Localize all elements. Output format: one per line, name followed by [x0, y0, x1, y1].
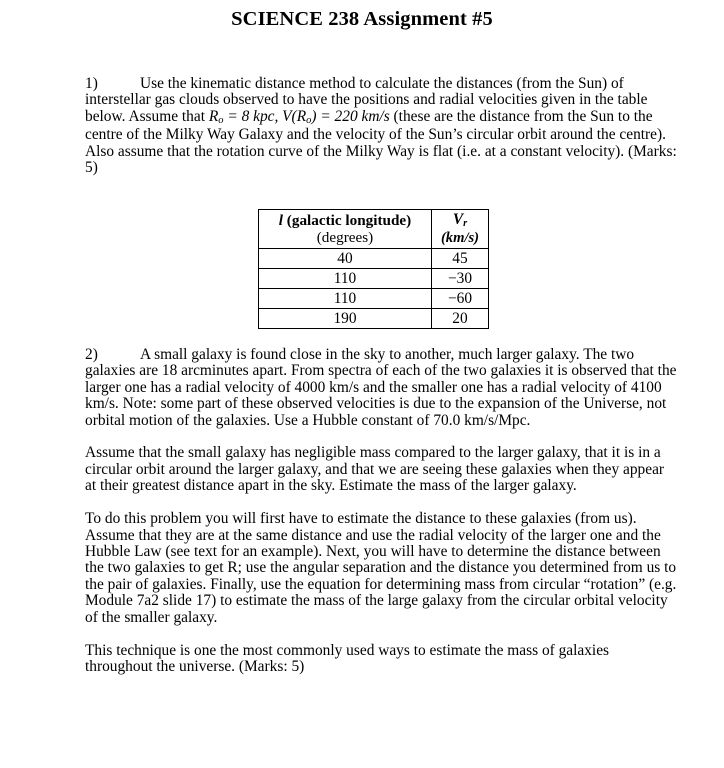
table-cell-velocity: −60: [432, 289, 489, 309]
math-expression-1: = 8 kpc, V(R: [223, 107, 307, 125]
table-header-velocity-symbol: [432, 211, 488, 231]
table-cell-velocity: −30: [432, 269, 489, 289]
spacer-q2-1: [85, 429, 677, 445]
symbol-v-subscript: r: [463, 218, 468, 229]
table-cell-velocity: 45: [432, 249, 489, 269]
table-header-longitude-units: (degrees): [316, 229, 374, 246]
table-body: [259, 249, 489, 329]
table-header-longitude: [259, 210, 432, 249]
page-title: SCIENCE 238 Assignment #5: [231, 8, 493, 30]
question-2-number: 2): [85, 345, 98, 363]
question-2-text-1: A small galaxy is found close in the sky to another, much larger galaxy. The two galaxies are 18 arcminutes apart. From spectra of each of the two galaxies it is observed that the larger one has a radial velocity of 4000 km/s and the smaller one has a radial velocity of 4100 km/s. Note: some part of these observed velocities is due to the expansion of the Universe, not orbital motion of the galaxies. Use a Hubble constant of 70.0 km/s/Mpc.: [85, 345, 677, 429]
table-cell-longitude: 110: [259, 289, 432, 309]
question-1-text-part-2: (these are the distance from the Sun to the centre of the Milky Way Galaxy and the velocity of the Sun’s circular orbit around the centre). Also assume that the rotation curve of the Milky Way is flat (i.e. at a constant velocity). (Marks: 5): [85, 107, 677, 177]
table-row: [259, 249, 489, 269]
table-row: [259, 309, 489, 329]
question-1-paragraph: [85, 76, 677, 177]
data-table-container: [258, 209, 489, 329]
spacer-before-table: [85, 177, 677, 199]
question-1-text-part-1: Use the kinematic distance method to calculate the distances (from the Sun) of interstellar gas clouds observed to have the positions and radial velocities given in the table below. Assume that: [85, 75, 648, 125]
table-row: [259, 289, 489, 309]
table-header-velocity-units: (km/s): [440, 230, 480, 246]
table-header-longitude-label: (galactic longitude): [283, 211, 412, 229]
table-cell-longitude: 40: [259, 249, 432, 269]
table-cell-velocity: 20: [432, 309, 489, 329]
table-header-velocity: [432, 210, 489, 249]
math-expression-2: ) = 220 km/s: [311, 107, 390, 125]
table-header-row: [259, 210, 489, 249]
table-header: [259, 210, 489, 249]
question-1-number: 1): [85, 75, 98, 92]
question-2-paragraph-1: [85, 347, 677, 429]
table-header-longitude-line1: [259, 212, 431, 230]
table-cell-longitude: 110: [259, 269, 432, 289]
symbol-r-naught-subscript: o: [218, 115, 224, 127]
symbol-v-r-naught-subscript: o: [306, 115, 312, 127]
spacer-q2-2: [85, 495, 677, 511]
document-body: [85, 76, 677, 676]
question-2-paragraph-2: Assume that the small galaxy has negligible mass compared to the larger galaxy, that it is in a circular orbit around the larger galaxy, and that we are seeing these galaxies when they appear at their greatest distance apart in the sky. Estimate the mass of the larger galaxy.: [85, 444, 665, 495]
spacer-q2-3: [85, 626, 677, 642]
symbol-l: l: [278, 211, 283, 229]
table-row: [259, 269, 489, 289]
question-2-paragraph-3: To do this problem you will first have to estimate the distance to these galaxies (from us). Assume that they are at the same distance and use the radial velocity of the larger one and the Hubble Law (see text for an example). Next, you will have to determine the distance between the two galaxies to get R; use the angular separation and the distance you determined from us to the pair of galaxies. Finally, use the equation for determining mass from circular “rotation” (e.g. Module 7a2 slide 17) to estimate the mass of the large galaxy from the circular orbital velocity of the smaller galaxy.: [85, 510, 677, 626]
question-2-paragraph-4: This technique is one the most commonly used ways to estimate the mass of galaxies throughout the universe. (Marks: 5): [85, 641, 610, 676]
symbol-r-naught: R: [208, 107, 219, 125]
symbol-v: V: [452, 210, 464, 228]
kinematic-distance-table: [258, 209, 489, 329]
table-cell-longitude: 190: [259, 309, 432, 329]
